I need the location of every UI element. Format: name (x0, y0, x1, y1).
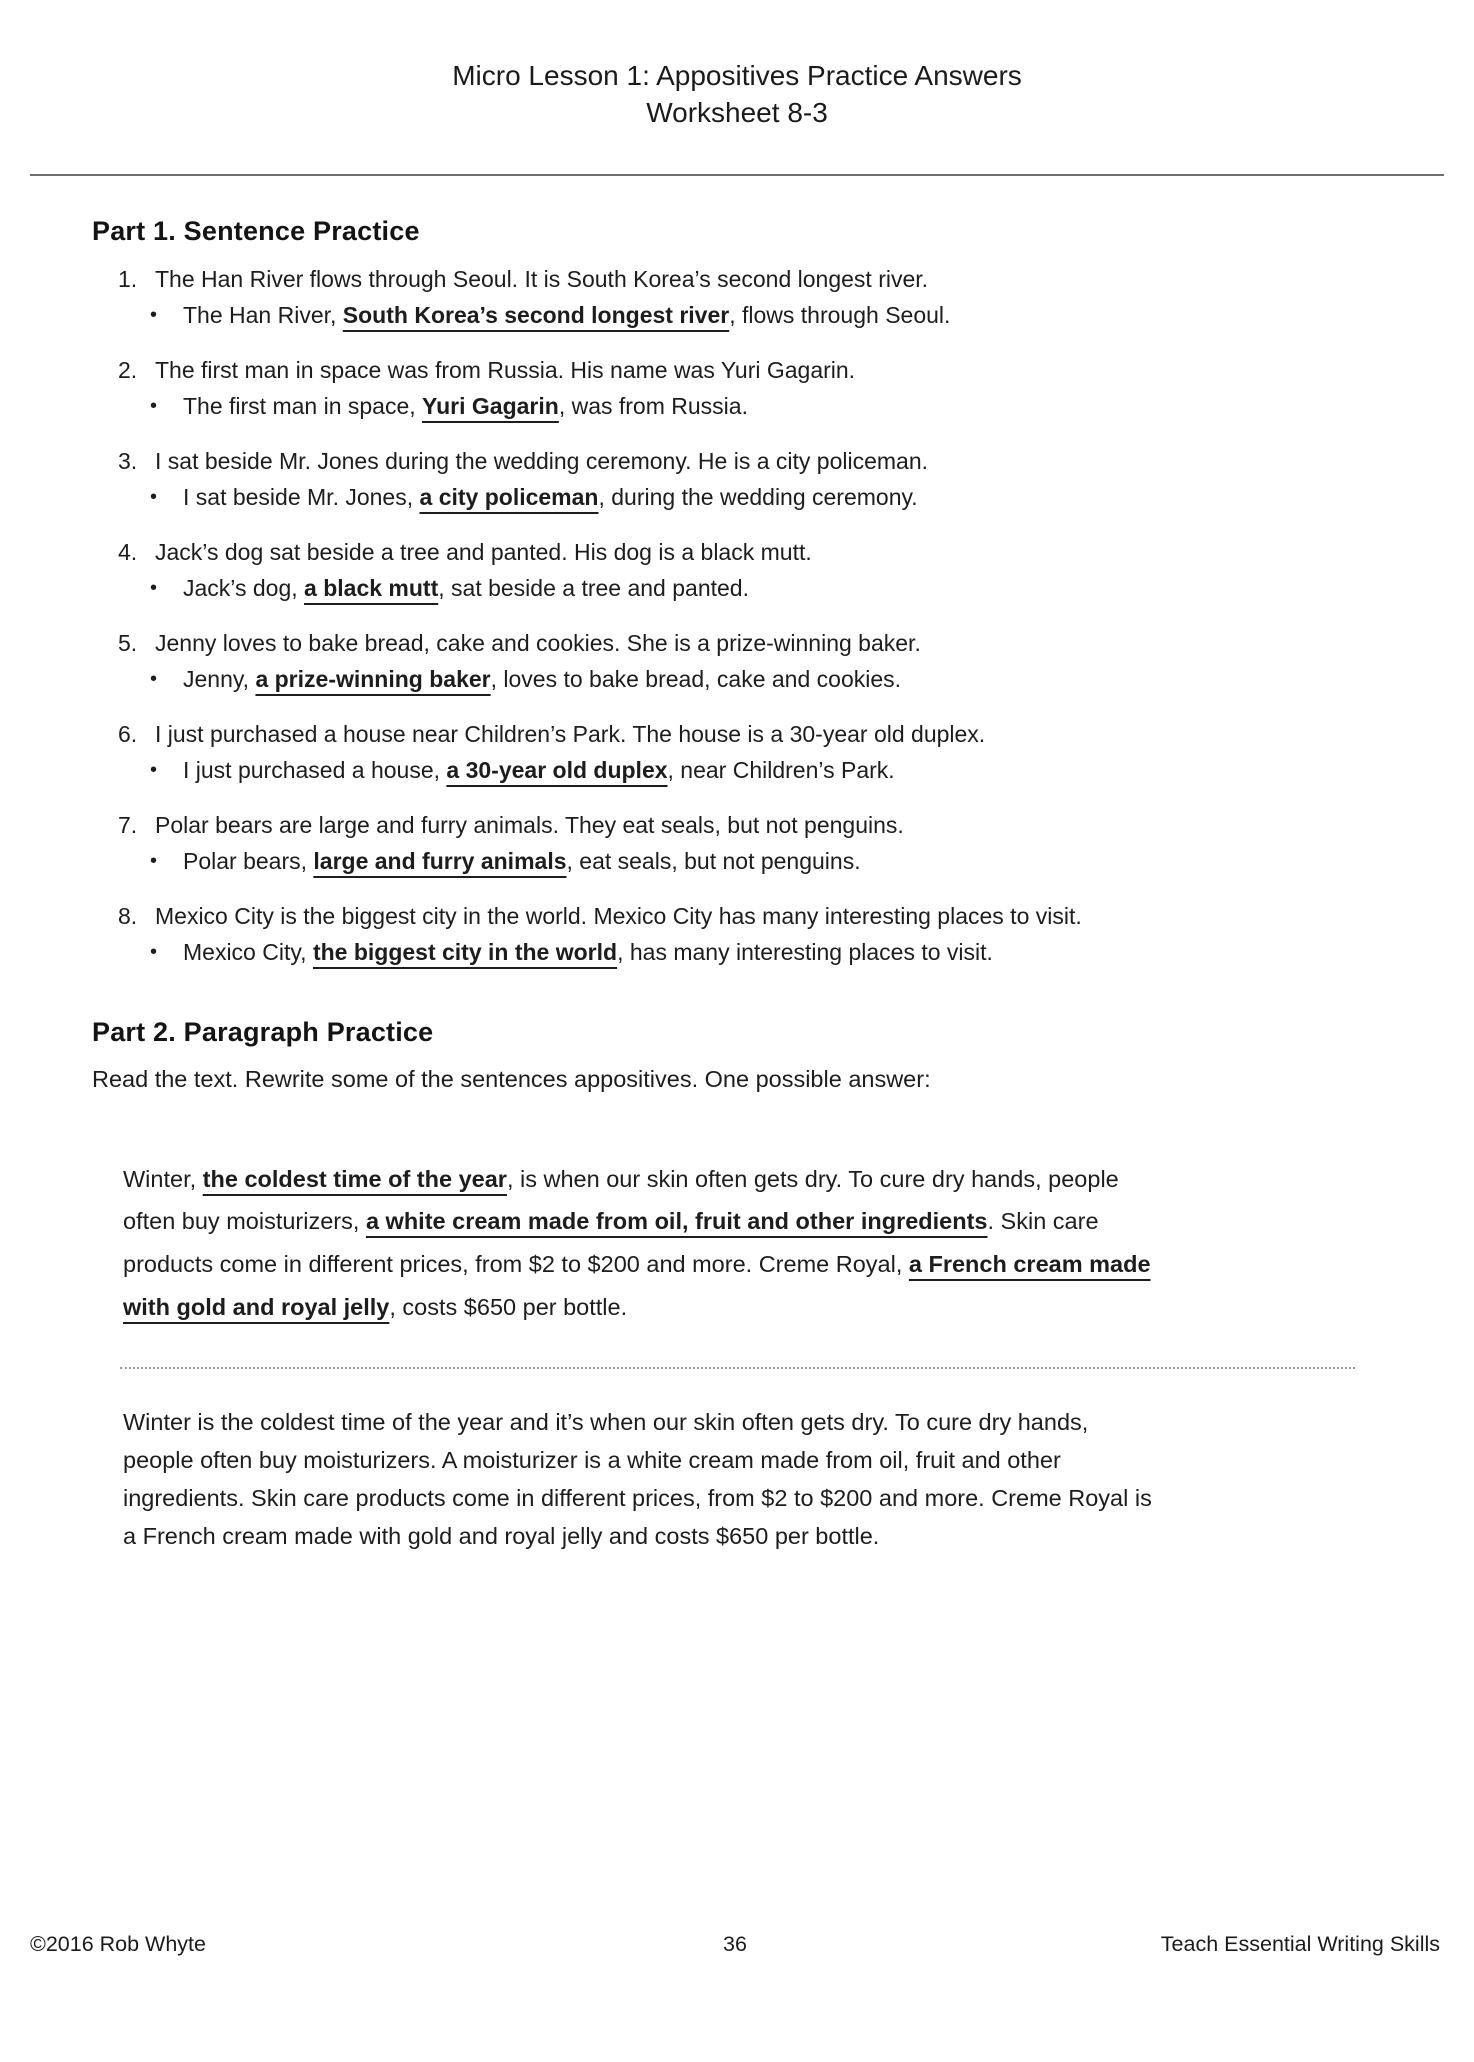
item-prompt: The first man in space was from Russia. His name was Yuri Gagarin. (155, 356, 856, 383)
bullet-icon: • (150, 667, 158, 690)
bullet-icon: • (150, 849, 158, 872)
item-answer-row (92, 573, 1414, 603)
practice-item-3 (92, 446, 1414, 512)
answer-text: , sat beside a tree and panted. (438, 574, 749, 601)
bullet-icon: • (150, 485, 158, 508)
answer-text: I sat beside Mr. Jones, (183, 483, 420, 510)
paragraph-text: Winter, (123, 1165, 203, 1192)
appositive-phrase: large and furry animals (313, 847, 567, 874)
item-prompt: The Han River flows through Seoul. It is South Korea’s second longest river. (155, 265, 929, 292)
page-footer (30, 1932, 1440, 1957)
item-prompt: Jack’s dog sat beside a tree and panted. His dog is a black mutt. (155, 538, 812, 565)
item-prompt: Jenny loves to bake bread, cake and cookies. She is a prize-winning baker. (155, 629, 921, 656)
item-prompt-row (92, 537, 1414, 567)
practice-item-6 (92, 719, 1414, 785)
worksheet-body (0, 216, 1474, 1555)
answer-text: I just purchased a house, (183, 756, 447, 783)
item-prompt-row (92, 719, 1414, 749)
original-paragraph: Winter is the coldest time of the year and it’s when our skin often gets dry. To cure dry hands, people often buy moisturizers. A moisturizer is a white cream made from oil, fruit and other ingredients. Skin care products come in different prices, from $2 to $200 and more. Creme Royal is a French cream made with gold and royal jelly and costs $650 per bottle. (123, 1408, 1152, 1549)
practice-item-7 (92, 810, 1414, 876)
item-prompt-row (92, 628, 1414, 658)
item-answer-row (92, 937, 1414, 967)
footer-page-number: 36 (723, 1932, 747, 1956)
page-header (0, 0, 1474, 176)
item-answer-row (92, 300, 1414, 330)
title-line-2: Worksheet 8-3 (646, 96, 828, 128)
item-answer-row (92, 482, 1414, 512)
appositive-phrase: a white cream made from oil, fruit and other ingredients (365, 1208, 988, 1235)
bullet-icon: • (150, 576, 158, 599)
appositive-phrase: a city policeman (419, 483, 599, 510)
appositive-phrase: Yuri Gagarin (422, 392, 559, 419)
item-answer (183, 755, 895, 785)
answer-text: , has many interesting places to visit. (617, 938, 993, 965)
item-answer (183, 300, 950, 330)
item-answer-row (92, 664, 1414, 694)
appositive-phrase: the coldest time of the year (202, 1165, 507, 1192)
answer-text: , flows through Seoul. (729, 301, 951, 328)
answer-text: The first man in space, (183, 392, 423, 419)
title-line-1: Micro Lesson 1: Appositives Practice Answers (452, 60, 1022, 91)
answer-text: , during the wedding ceremony. (598, 483, 918, 510)
item-answer-row (92, 846, 1414, 876)
answer-text: , loves to bake bread, cake and cookies. (490, 665, 902, 692)
footer-book-title: Teach Essential Writing Skills (1160, 1932, 1441, 1956)
item-answer (183, 391, 748, 421)
item-answer (183, 573, 749, 603)
item-prompt-row (92, 810, 1414, 840)
answer-text: , eat seals, but not penguins. (566, 847, 861, 874)
item-prompt: I sat beside Mr. Jones during the wedding ceremony. He is a city policeman. (155, 447, 929, 474)
item-answer (183, 846, 861, 876)
item-number: 2. (118, 356, 138, 383)
practice-item-1 (92, 264, 1414, 330)
paragraph-text: , costs $650 per bottle. (389, 1293, 628, 1320)
part2-heading: Part 2. Paragraph Practice (92, 1016, 434, 1047)
item-prompt: Polar bears are large and furry animals. They eat seals, but not penguins. (155, 811, 904, 838)
item-number: 8. (118, 902, 138, 929)
bullet-icon: • (150, 940, 158, 963)
item-prompt-row (92, 446, 1414, 476)
appositive-phrase: South Korea’s second longest river (342, 301, 730, 328)
answer-text: , near Children’s Park. (667, 756, 895, 783)
appositive-phrase: the biggest city in the world (312, 938, 618, 965)
bullet-icon: • (150, 394, 158, 417)
item-prompt-row (92, 264, 1414, 294)
item-prompt: Mexico City is the biggest city in the world. Mexico City has many interesting places to visit. (155, 902, 1082, 929)
item-number: 6. (118, 720, 138, 747)
part1-heading: Part 1. Sentence Practice (92, 215, 420, 246)
answer-text: Jack’s dog, (183, 574, 305, 601)
item-number: 7. (118, 811, 138, 838)
page-title (0, 0, 1474, 132)
header-divider (30, 174, 1444, 176)
item-answer-row (92, 391, 1414, 421)
item-answer (183, 482, 918, 512)
paragraph-text: , is when our skin often gets dry. To cure dry hands, people often buy moisturizers, (123, 1165, 1119, 1235)
answer-text: Polar bears, (183, 847, 314, 874)
item-answer-row (92, 755, 1414, 785)
item-prompt: I just purchased a house near Children’s Park. The house is a 30-year old duplex. (155, 720, 986, 747)
appositive-phrase: a 30-year old duplex (446, 756, 668, 783)
item-answer (183, 937, 993, 967)
footer-copyright: ©2016 Rob Whyte (30, 1932, 206, 1956)
item-prompt-row (92, 355, 1414, 385)
practice-item-5 (92, 628, 1414, 694)
answer-text: Mexico City, (183, 938, 313, 965)
item-number: 4. (118, 538, 138, 565)
appositive-phrase: a prize-winning baker (255, 665, 491, 692)
item-number: 5. (118, 629, 138, 656)
answer-text: , was from Russia. (558, 392, 748, 419)
item-answer (183, 664, 901, 694)
item-number: 1. (118, 265, 138, 292)
answer-paragraph (123, 1158, 1153, 1329)
part1-list (92, 264, 1414, 967)
appositive-phrase: a black mutt (304, 574, 439, 601)
bullet-icon: • (150, 303, 158, 326)
section-divider (120, 1367, 1355, 1369)
practice-item-2 (92, 355, 1414, 421)
item-number: 3. (118, 447, 138, 474)
appositive-phrase: a French cream made with gold and royal jelly (123, 1251, 1151, 1320)
bullet-icon: • (150, 758, 158, 781)
item-prompt-row (92, 901, 1414, 931)
answer-text: Jenny, (183, 665, 256, 692)
part2-instructions: Read the text. Rewrite some of the sentences appositives. One possible answer: (92, 1065, 931, 1092)
practice-item-4 (92, 537, 1414, 603)
practice-item-8 (92, 901, 1414, 967)
answer-text: The Han River, (183, 301, 343, 328)
paragraph-text: . Skin care products come in different prices, from $2 to $200 and more. Creme Royal, (123, 1208, 1099, 1278)
